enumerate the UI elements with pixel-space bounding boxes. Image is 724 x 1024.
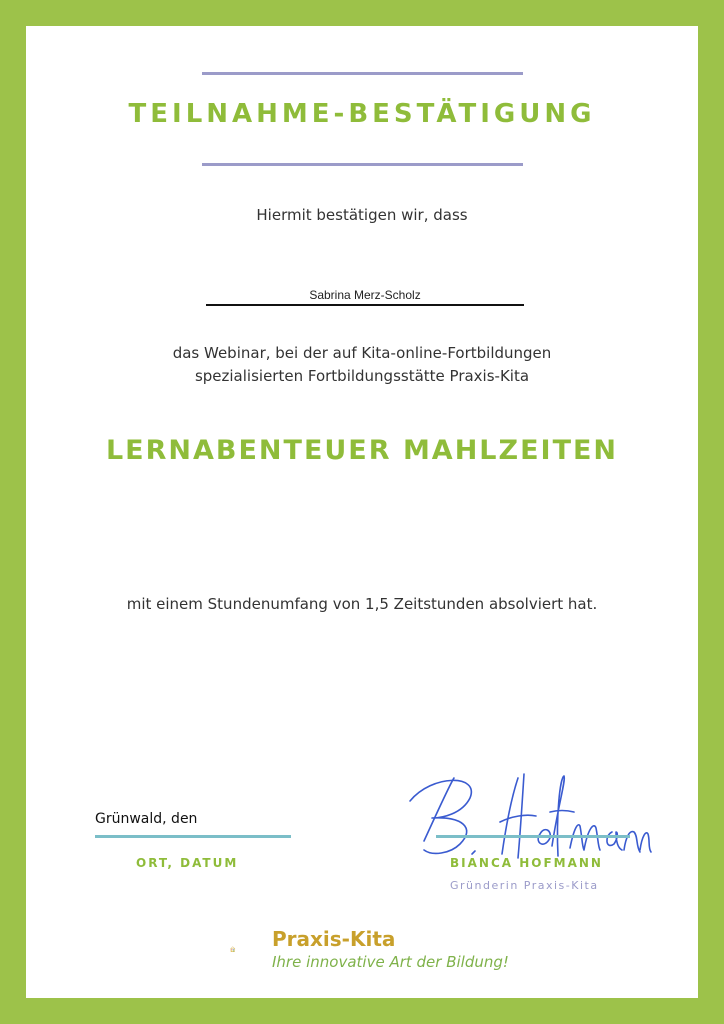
place-date-line	[95, 835, 291, 838]
certificate-title: TEILNAHME-BESTÄTIGUNG	[128, 99, 596, 129]
title-divider	[202, 163, 523, 166]
description-line-1: das Webinar, bei der auf Kita-online-Fortbildungen	[172, 344, 552, 362]
logo-slogan: Ihre innovative Art der Bildung!	[272, 953, 509, 971]
praxis-kita-logo-icon	[230, 927, 270, 973]
participant-name: Sabrina Merz-Scholz	[309, 288, 421, 302]
logo-name: Praxis-Kita	[272, 927, 396, 951]
signature-image	[402, 766, 652, 866]
completion-text: mit einem Stundenumfang von 1,5 Zeitstunden absolviert hat.	[126, 595, 598, 613]
place-date-caption: ORT, DATUM	[136, 856, 239, 870]
top-divider	[202, 72, 523, 75]
description-line-2: spezialisierten Fortbildungsstätte Praxis-Kita	[194, 367, 530, 385]
signer-role: Gründerin Praxis-Kita	[450, 879, 599, 892]
course-title: LERNABENTEUER MAHLZEITEN	[105, 435, 619, 466]
certificate-page	[26, 26, 698, 998]
signature-line	[436, 835, 630, 838]
name-underline	[206, 304, 524, 306]
intro-text: Hiermit bestätigen wir, dass	[256, 206, 468, 224]
signer-name: BIANCA HOFMANN	[450, 856, 603, 870]
place-date-value: Grünwald, den	[95, 811, 198, 827]
